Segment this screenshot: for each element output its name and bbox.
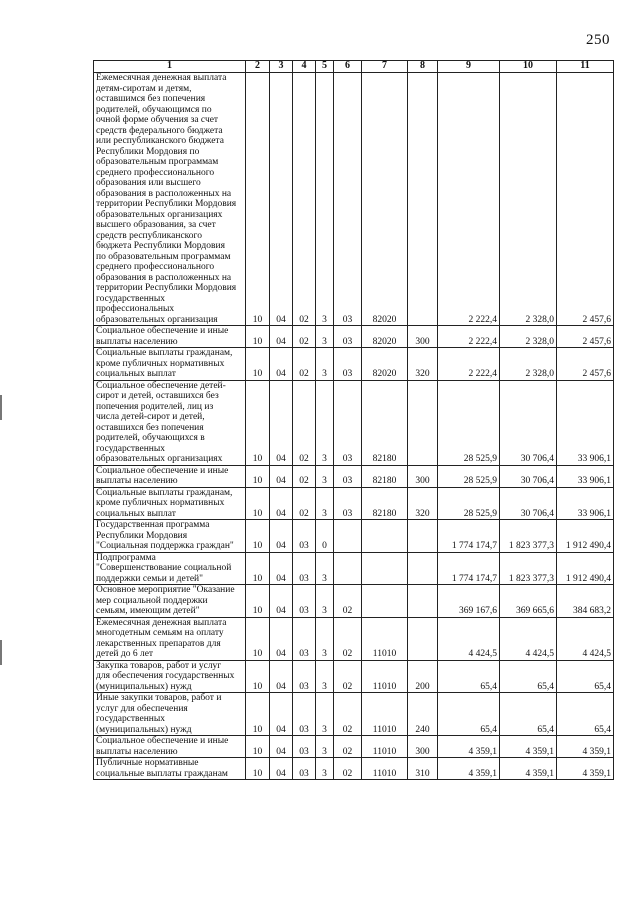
code-cell: 03	[293, 520, 316, 553]
code-cell: 03	[293, 660, 316, 693]
column-header: 1	[94, 61, 246, 73]
scan-mark	[0, 640, 2, 665]
column-header: 7	[362, 61, 408, 73]
code-cell	[408, 552, 438, 585]
code-cell: 10	[246, 585, 270, 618]
column-header: 8	[408, 61, 438, 73]
column-header: 4	[293, 61, 316, 73]
code-cell: 300	[408, 326, 438, 348]
code-cell: 02	[293, 326, 316, 348]
amount-cell: 2 457,6	[557, 73, 614, 326]
amount-cell: 4 424,5	[438, 617, 500, 660]
code-cell	[334, 520, 362, 553]
code-cell: 82020	[362, 326, 408, 348]
amount-cell: 384 683,2	[557, 585, 614, 618]
code-cell: 3	[316, 585, 334, 618]
code-cell: 11010	[362, 660, 408, 693]
code-cell: 300	[408, 736, 438, 758]
code-cell: 10	[246, 736, 270, 758]
code-cell: 3	[316, 736, 334, 758]
row-name-cell: Иные закупки товаров, работ и услуг для обеспечения государственных (муниципальных) нужд	[94, 693, 246, 736]
code-cell: 03	[293, 736, 316, 758]
code-cell: 04	[270, 326, 293, 348]
amount-cell: 2 222,4	[438, 348, 500, 381]
code-cell: 11010	[362, 693, 408, 736]
scan-mark	[0, 395, 2, 420]
table-header-row	[94, 61, 614, 73]
code-cell: 11010	[362, 758, 408, 780]
code-cell: 82180	[362, 380, 408, 465]
code-cell: 02	[334, 660, 362, 693]
code-cell: 3	[316, 465, 334, 487]
column-header: 5	[316, 61, 334, 73]
code-cell: 02	[334, 736, 362, 758]
code-cell: 02	[334, 758, 362, 780]
table-row	[94, 326, 614, 348]
code-cell	[408, 617, 438, 660]
row-name-cell: Ежемесячная денежная выплата детям-сиротам и детям, оставшимся без попечения родителей, обучающимся по очной форме обучения за счет средств федерального бюджета или республиканского бюджета Республики Мордовия по образовательным программам среднего профессионального образования или высшего образования в расположенных на территории Республики Мордовия образовательных организациях высшего образования, за счет средств республиканского бюджета Республики Мордовия по образовательным программам среднего профессионального образования в расположенных на территории Республики Мордовия государственных профессиональных образовательных организация	[94, 73, 246, 326]
amount-cell: 4 424,5	[557, 617, 614, 660]
amount-cell: 65,4	[500, 693, 557, 736]
row-name-cell: Социальные выплаты гражданам, кроме публичных нормативных социальных выплат	[94, 348, 246, 381]
code-cell: 3	[316, 693, 334, 736]
amount-cell: 28 525,9	[438, 487, 500, 520]
code-cell: 02	[334, 693, 362, 736]
code-cell: 10	[246, 487, 270, 520]
amount-cell: 4 424,5	[500, 617, 557, 660]
code-cell: 3	[316, 617, 334, 660]
page-number: 250	[586, 32, 610, 48]
amount-cell: 65,4	[438, 660, 500, 693]
amount-cell: 2 457,6	[557, 348, 614, 381]
table-body	[94, 73, 614, 780]
code-cell: 02	[334, 617, 362, 660]
code-cell	[408, 73, 438, 326]
table-row	[94, 465, 614, 487]
code-cell: 200	[408, 660, 438, 693]
code-cell: 320	[408, 348, 438, 381]
column-header: 3	[270, 61, 293, 73]
amount-cell: 30 706,4	[500, 487, 557, 520]
code-cell: 04	[270, 617, 293, 660]
code-cell: 3	[316, 326, 334, 348]
code-cell: 04	[270, 758, 293, 780]
amount-cell: 30 706,4	[500, 380, 557, 465]
code-cell: 04	[270, 552, 293, 585]
amount-cell: 4 359,1	[500, 736, 557, 758]
code-cell: 04	[270, 520, 293, 553]
code-cell: 04	[270, 660, 293, 693]
code-cell: 10	[246, 552, 270, 585]
amount-cell: 2 222,4	[438, 326, 500, 348]
code-cell: 03	[334, 487, 362, 520]
code-cell: 3	[316, 660, 334, 693]
amount-cell: 33 906,1	[557, 487, 614, 520]
code-cell: 3	[316, 348, 334, 381]
amount-cell: 1 774 174,7	[438, 552, 500, 585]
amount-cell: 2 457,6	[557, 326, 614, 348]
code-cell: 03	[334, 73, 362, 326]
code-cell: 03	[293, 758, 316, 780]
amount-cell: 65,4	[500, 660, 557, 693]
amount-cell: 1 912 490,4	[557, 552, 614, 585]
column-header: 6	[334, 61, 362, 73]
code-cell: 10	[246, 73, 270, 326]
code-cell: 10	[246, 660, 270, 693]
table-row	[94, 487, 614, 520]
row-name-cell: Ежемесячная денежная выплата многодетным семьям на оплату лекарственных препаратов для детей до 6 лет	[94, 617, 246, 660]
code-cell: 240	[408, 693, 438, 736]
amount-cell: 28 525,9	[438, 380, 500, 465]
code-cell: 3	[316, 552, 334, 585]
code-cell: 10	[246, 520, 270, 553]
code-cell: 03	[293, 617, 316, 660]
code-cell	[362, 520, 408, 553]
code-cell: 11010	[362, 736, 408, 758]
code-cell	[362, 585, 408, 618]
code-cell: 0	[316, 520, 334, 553]
code-cell: 320	[408, 487, 438, 520]
table-row	[94, 380, 614, 465]
code-cell	[334, 552, 362, 585]
row-name-cell: Социальное обеспечение детей- сирот и детей, оставшихся без попечения родителей, лиц из числа детей-сирот и детей, оставшихся без попечения родителей, обучающихся в государственных образовательных организациях	[94, 380, 246, 465]
code-cell: 04	[270, 465, 293, 487]
table-row	[94, 552, 614, 585]
code-cell: 02	[293, 487, 316, 520]
code-cell: 300	[408, 465, 438, 487]
amount-cell: 4 359,1	[500, 758, 557, 780]
column-header: 2	[246, 61, 270, 73]
amount-cell: 2 222,4	[438, 73, 500, 326]
amount-cell: 369 167,6	[438, 585, 500, 618]
row-name-cell: Публичные нормативные социальные выплаты гражданам	[94, 758, 246, 780]
row-name-cell: Социальное обеспечение и иные выплаты населению	[94, 326, 246, 348]
amount-cell: 369 665,6	[500, 585, 557, 618]
amount-cell: 4 359,1	[557, 736, 614, 758]
code-cell: 04	[270, 380, 293, 465]
code-cell	[362, 552, 408, 585]
code-cell: 10	[246, 380, 270, 465]
code-cell: 10	[246, 348, 270, 381]
amount-cell: 1 912 490,4	[557, 520, 614, 553]
code-cell: 82020	[362, 73, 408, 326]
code-cell: 03	[334, 380, 362, 465]
budget-table	[93, 60, 614, 780]
code-cell: 03	[293, 552, 316, 585]
amount-cell: 2 328,0	[500, 73, 557, 326]
code-cell: 04	[270, 487, 293, 520]
table-row	[94, 520, 614, 553]
code-cell	[408, 585, 438, 618]
amount-cell: 65,4	[557, 693, 614, 736]
code-cell: 04	[270, 348, 293, 381]
row-name-cell: Основное мероприятие "Оказание мер социальной поддержки семьям, имеющим детей"	[94, 585, 246, 618]
amount-cell: 2 328,0	[500, 326, 557, 348]
amount-cell: 65,4	[557, 660, 614, 693]
code-cell: 03	[293, 585, 316, 618]
table-row	[94, 617, 614, 660]
code-cell: 03	[334, 326, 362, 348]
code-cell: 11010	[362, 617, 408, 660]
code-cell	[408, 520, 438, 553]
code-cell: 02	[293, 73, 316, 326]
column-header: 11	[557, 61, 614, 73]
code-cell: 02	[293, 380, 316, 465]
amount-cell: 2 328,0	[500, 348, 557, 381]
table-row	[94, 736, 614, 758]
code-cell: 10	[246, 617, 270, 660]
row-name-cell: Социальное обеспечение и иные выплаты населению	[94, 465, 246, 487]
amount-cell: 28 525,9	[438, 465, 500, 487]
code-cell: 02	[293, 465, 316, 487]
code-cell: 04	[270, 73, 293, 326]
code-cell: 10	[246, 758, 270, 780]
code-cell: 310	[408, 758, 438, 780]
amount-cell: 33 906,1	[557, 465, 614, 487]
code-cell: 10	[246, 465, 270, 487]
amount-cell: 33 906,1	[557, 380, 614, 465]
amount-cell: 1 823 377,3	[500, 520, 557, 553]
table-row	[94, 660, 614, 693]
code-cell: 3	[316, 73, 334, 326]
code-cell: 3	[316, 758, 334, 780]
code-cell	[408, 380, 438, 465]
row-name-cell: Государственная программа Республики Мордовия "Социальная поддержка граждан"	[94, 520, 246, 553]
amount-cell: 30 706,4	[500, 465, 557, 487]
code-cell: 03	[293, 693, 316, 736]
row-name-cell: Закупка товаров, работ и услуг для обеспечения государственных (муниципальных) нужд	[94, 660, 246, 693]
amount-cell: 4 359,1	[438, 758, 500, 780]
code-cell: 04	[270, 736, 293, 758]
row-name-cell: Социальные выплаты гражданам, кроме публичных нормативных социальных выплат	[94, 487, 246, 520]
column-header: 9	[438, 61, 500, 73]
row-name-cell: Социальное обеспечение и иные выплаты населению	[94, 736, 246, 758]
code-cell: 82180	[362, 487, 408, 520]
row-name-cell: Подпрограмма "Совершенствование социальной поддержки семьи и детей"	[94, 552, 246, 585]
amount-cell: 1 823 377,3	[500, 552, 557, 585]
code-cell: 04	[270, 693, 293, 736]
budget-table-container	[93, 60, 613, 780]
amount-cell: 1 774 174,7	[438, 520, 500, 553]
amount-cell: 4 359,1	[557, 758, 614, 780]
amount-cell: 4 359,1	[438, 736, 500, 758]
column-header: 10	[500, 61, 557, 73]
code-cell: 03	[334, 348, 362, 381]
table-row	[94, 73, 614, 326]
code-cell: 10	[246, 326, 270, 348]
code-cell: 3	[316, 380, 334, 465]
code-cell: 10	[246, 693, 270, 736]
code-cell: 82020	[362, 348, 408, 381]
table-row	[94, 585, 614, 618]
code-cell: 3	[316, 487, 334, 520]
code-cell: 03	[334, 465, 362, 487]
table-row	[94, 758, 614, 780]
code-cell: 82180	[362, 465, 408, 487]
code-cell: 02	[334, 585, 362, 618]
amount-cell: 65,4	[438, 693, 500, 736]
table-row	[94, 348, 614, 381]
table-row	[94, 693, 614, 736]
code-cell: 04	[270, 585, 293, 618]
code-cell: 02	[293, 348, 316, 381]
